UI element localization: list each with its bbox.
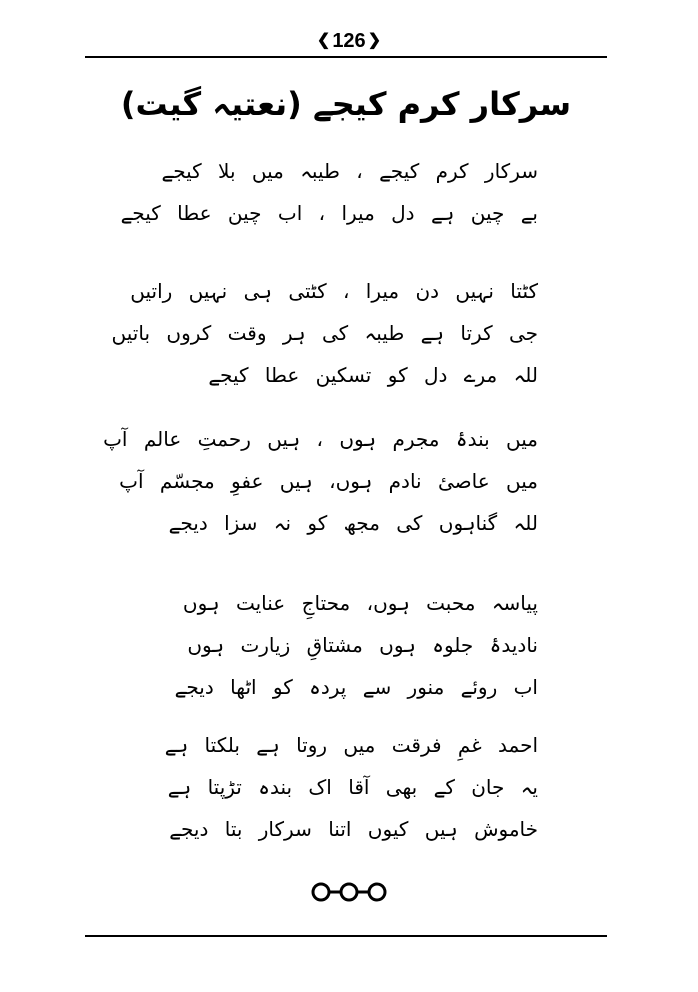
stanza-3 xyxy=(103,418,538,544)
left-ornament-icon: ❮ xyxy=(316,32,331,49)
stanza-5 xyxy=(164,724,538,850)
poem-title: سرکار کرم کیجے (نعتیہ گیت) xyxy=(120,85,572,123)
three-circles-icon xyxy=(309,880,389,904)
verse-line: میں بندۂ مجرم ہوں ، ہیں رحمتِ عالم آپ xyxy=(103,427,538,451)
verse-line: کٹتا نہیں دن میرا ، کٹتی ہی نہیں راتیں xyxy=(130,279,538,303)
verse-line: للہ گناہوں کی مجھ کو نہ سزا دیجے xyxy=(168,511,538,535)
verse-line: للہ مرے دل کو تسکین عطا کیجے xyxy=(208,363,538,387)
page-number-text: 126 xyxy=(332,29,366,52)
verse-line: پیاسہ محبت ہوں، محتاجِ عنایت ہوں xyxy=(182,591,538,615)
end-ornament xyxy=(0,880,698,904)
header-rule xyxy=(85,56,607,58)
stanza-1 xyxy=(120,150,538,234)
verse-line: احمد غمِ فرقت میں روتا ہے بلکتا ہے xyxy=(164,733,538,757)
verse-line: جی کرتا ہے طیبہ کی ہر وقت کروں باتیں xyxy=(111,321,538,345)
verse-line: بے چین ہے دل میرا ، اب چین عطا کیجے xyxy=(120,201,538,225)
footer-rule xyxy=(85,935,607,937)
verse-line: اب روئے منور سے پردہ کو اٹھا دیجے xyxy=(174,675,538,699)
stanza-2 xyxy=(111,270,538,396)
verse-line: خاموش ہیں کیوں اتنا سرکار بتا دیجے xyxy=(169,817,538,841)
verse-line: نادیدۂ جلوہ ہوں مشتاقِ زیارت ہوں xyxy=(187,633,538,657)
page-header xyxy=(0,26,698,56)
page-number xyxy=(317,30,381,53)
stanza-4 xyxy=(174,582,538,708)
verse-line: سرکار کرم کیجے ، طیبہ میں بلا کیجے xyxy=(161,159,538,183)
verse-line: میں عاصیٔ نادم ہوں، ہیں عفوِ مجسّم آپ xyxy=(119,469,538,493)
verse-line: یہ جان کے بھی آقا اک بندہ تڑپتا ہے xyxy=(167,775,538,799)
right-ornament-icon: ❯ xyxy=(367,32,382,49)
